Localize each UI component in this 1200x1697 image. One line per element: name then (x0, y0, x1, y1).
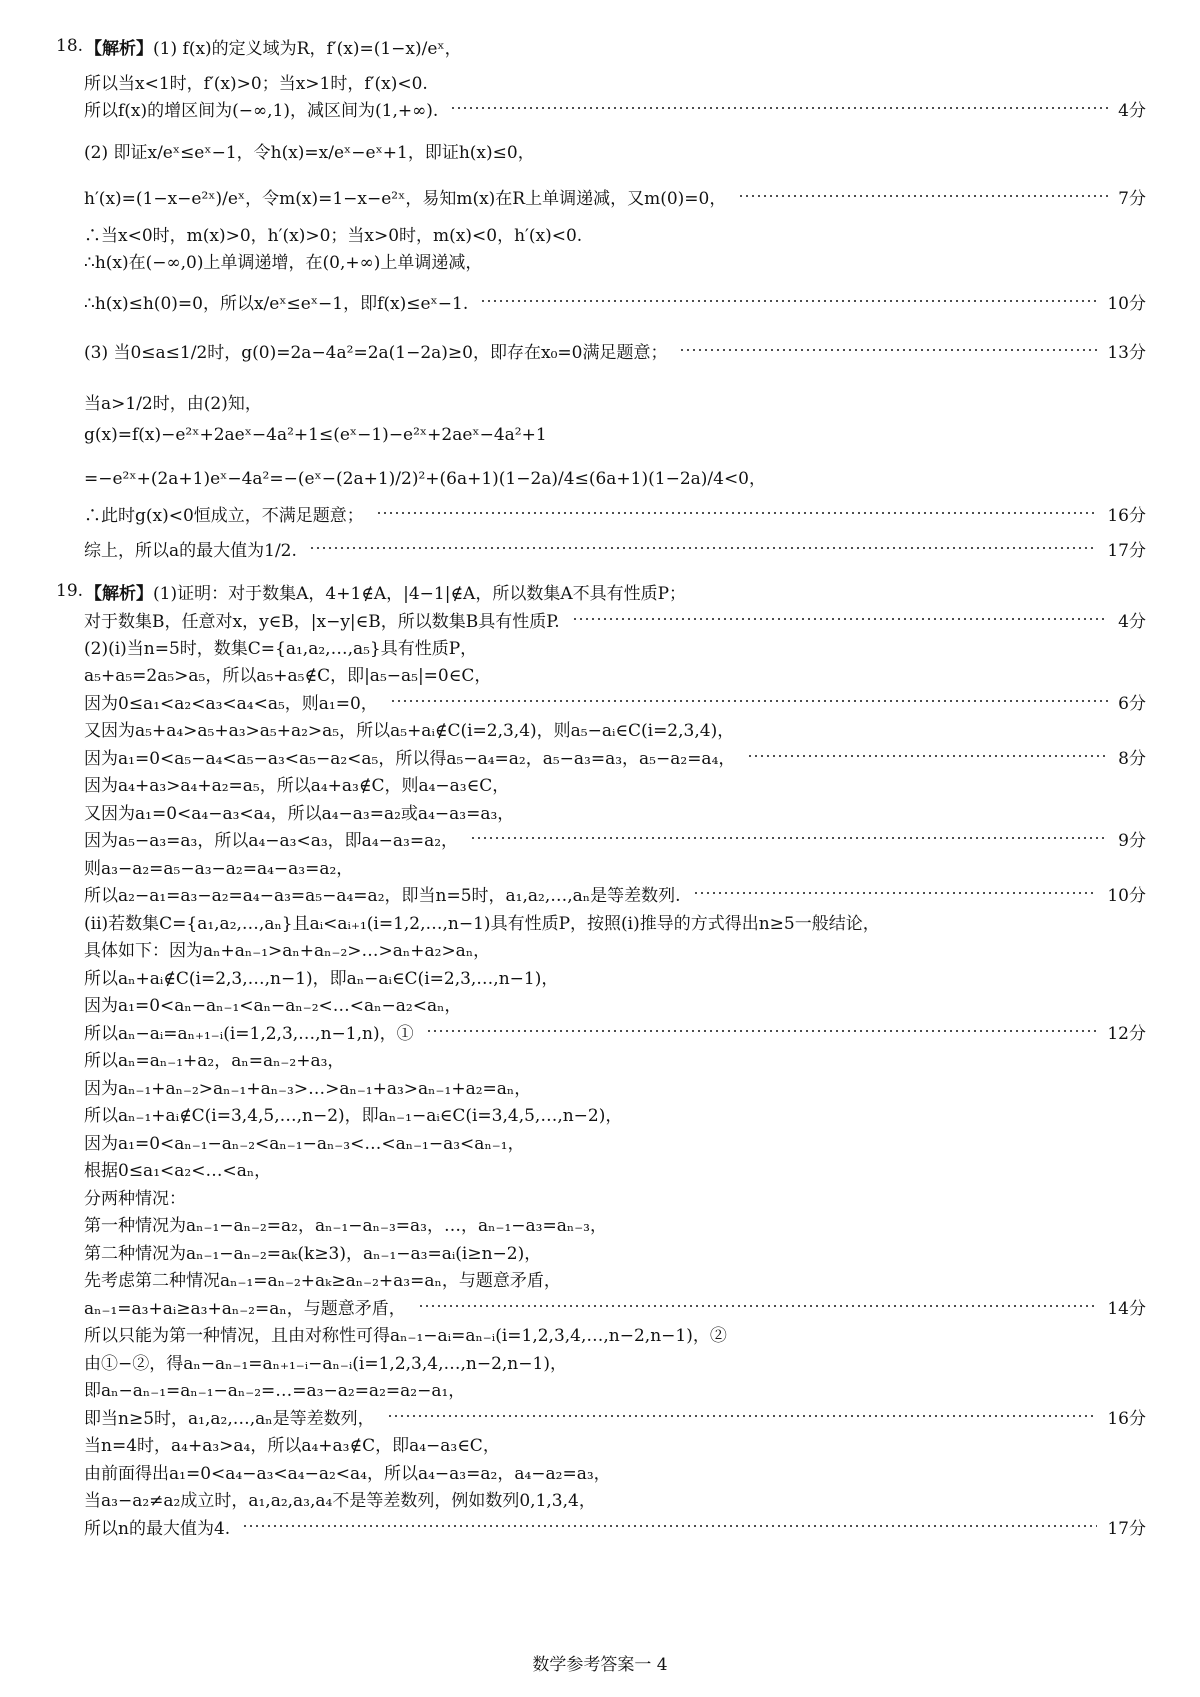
p19-line-19: 因为aₙ₋₁+aₙ₋₂>aₙ₋₁+aₙ₋₃>…>aₙ₋₁+a₃>aₙ₋₁+a₂=aₙ， (84, 1078, 532, 1099)
p19-line-8: 因为a₄+a₃>a₄+a₂=a₅，所以a₄+a₃∉C，则a₄−a₃∈C， (84, 775, 510, 796)
p18-line-5: h′(x)=(1−x−e²ˣ)/eˣ，令m(x)=1−x−e²ˣ，易知m(x)在R上单调递减，又m(0)=0， 7分 (84, 168, 1146, 224)
p19-line-17: 所以aₙ−aᵢ=aₙ₊₁₋ᵢ(i=1,2,3,…,n−1,n)，① 12分 (84, 1016, 1146, 1046)
p19-line-13: (ii)若数集C={a₁,a₂,…,aₙ}且aᵢ<aᵢ₊₁(i=1,2,…,n−1)具有性质P，按照(i)推导的方式得出n≥5一般结论， (84, 913, 880, 934)
p19-line-22: 根据0≤a₁<a₂<…<aₙ， (84, 1160, 272, 1181)
dot-leader (309, 547, 1097, 549)
p19-line-1: 19. 【解析】 (1)证明：对于数集A，4+1∉A，|4−1|∉A，所以数集A不具有性质P； (56, 576, 1146, 606)
p18-line-14: 综上，所以a的最大值为1/2. 17分 (84, 520, 1146, 576)
p19-line-9: 又因为a₁=0<a₄−a₃<a₄，所以a₄−a₃=a₂或a₄−a₃=a₃， (84, 803, 515, 824)
p19-line-21: 因为a₁=0<aₙ₋₁−aₙ₋₂<aₙ₋₁−aₙ₋₃<…<aₙ₋₁−a₃<aₙ₋₁， (84, 1133, 525, 1154)
p18-line-13: ∴此时g(x)<0恒成立，不满足题意； 16分 (84, 498, 1146, 528)
score-label: 8分 (1118, 748, 1146, 769)
score-label: 14分 (1107, 1298, 1146, 1319)
p18-line-10: 当a>1/2时，由(2)知， (84, 393, 262, 414)
score-label: 13分 (1107, 342, 1146, 363)
p19-line-33: 由前面得出a₁=0<a₄−a₃<a₄−a₂<a₄，所以a₄−a₃=a₂，a₄−a₂=a₃， (84, 1463, 611, 1484)
dot-leader (470, 837, 1108, 839)
p19-tag: 【解析】 (85, 583, 154, 604)
dot-leader (418, 1305, 1098, 1307)
page-footer: 数学参考答案一 4 (532, 1655, 668, 1675)
p19-line-11: 则a₃−a₂=a₅−a₃−a₂=a₄−a₃=a₂， (84, 858, 354, 879)
p18-line-6: ∴当x<0时，m(x)>0，h′(x)>0；当x>0时，m(x)<0，h′(x)<0. (84, 225, 583, 246)
p19-line-34: 当a₃−a₂≠a₂成立时，a₁,a₂,a₃,a₄不是等差数列，例如数列0,1,3,4， (84, 1490, 596, 1511)
p19-line-30: 即aₙ−aₙ₋₁=aₙ₋₁−aₙ₋₂=…=a₃−a₂=a₂=a₂−a₁， (84, 1380, 466, 1401)
p19-line-6: 又因为a₅+a₄>a₅+a₃>a₅+a₂>a₅，所以a₅+aᵢ∉C(i=2,3,4)，则a₅−aᵢ∈C(i=2,3,4)， (84, 720, 735, 741)
p18-number: 18. (56, 36, 84, 56)
dot-leader (738, 195, 1108, 197)
p19-line-20: 所以aₙ₋₁+aᵢ∉C(i=3,4,5,…,n−2)，即aₙ₋₁−aᵢ∈C(i=3,4,5,…,n−2)， (84, 1105, 623, 1126)
dot-leader (376, 512, 1098, 514)
p19-line-26: 先考虑第二种情况aₙ₋₁=aₙ₋₂+aₖ≥aₙ₋₂+a₃=aₙ，与题意矛盾， (84, 1270, 561, 1291)
p19-line-24: 第一种情况为aₙ₋₁−aₙ₋₂=a₂，aₙ₋₁−aₙ₋₃=a₃，…，aₙ₋₁−a₃=aₙ₋₃， (84, 1215, 607, 1236)
p19-line-4: a₅+a₅=2a₅>a₅，所以a₅+a₅∉C，即|a₅−a₅|=0∈C， (84, 665, 492, 686)
p19-line-5: 因为0≤a₁<a₂<a₃<a₄<a₅，则a₁=0， 6分 (84, 686, 1146, 716)
p19-line-31: 即当n≥5时，a₁,a₂,…,aₙ是等差数列， 16分 (84, 1401, 1146, 1431)
score-label: 12分 (1107, 1023, 1146, 1044)
score-label: 10分 (1107, 293, 1146, 314)
p19-line-25: 第二种情况为aₙ₋₁−aₙ₋₂=aₖ(k≥3)，aₙ₋₁−a₃=aᵢ(i≥n−2)， (84, 1243, 542, 1264)
p18-line-2: 所以当x<1时，f′(x)>0；当x>1时，f′(x)<0. (84, 73, 428, 94)
p19-line-14: 具体如下：因为aₙ+aₙ₋₁>aₙ+aₙ₋₂>…>aₙ+a₂>aₙ， (84, 940, 491, 961)
p19-line-16: 因为a₁=0<aₙ−aₙ₋₁<aₙ−aₙ₋₂<…<aₙ−a₂<aₙ， (84, 995, 462, 1016)
score-label: 17分 (1107, 540, 1146, 561)
p18-text-1: (1) f(x)的定义域为R，f′(x)=(1−x)/eˣ， (153, 38, 462, 59)
dot-leader (679, 349, 1097, 351)
dot-leader (480, 300, 1097, 302)
p19-line-10: 因为a₅−a₃=a₃，所以a₄−a₃<a₃，即a₄−a₃=a₂， 9分 (84, 823, 1146, 853)
p19-line-3: (2)(i)当n=5时，数集C={a₁,a₂,…,a₅}具有性质P， (84, 638, 478, 659)
p19-line-27: aₙ₋₁=a₃+aᵢ≥a₃+aₙ₋₂=aₙ，与题意矛盾， 14分 (84, 1291, 1146, 1321)
p18-line-7: ∴h(x)在(−∞,0)上单调递增，在(0,+∞)上单调递减， (84, 252, 483, 273)
score-label: 9分 (1118, 830, 1146, 851)
dot-leader (572, 618, 1109, 620)
score-label: 4分 (1118, 611, 1146, 632)
dot-leader (390, 700, 1108, 702)
p19-line-29: 由①−②，得aₙ−aₙ₋₁=aₙ₊₁₋ᵢ−aₙ₋ᵢ(i=1,2,3,4,…,n−2,n−1)， (84, 1353, 567, 1374)
dot-leader (747, 755, 1108, 757)
p19-line-32: 当n=4时，a₄+a₃>a₄，所以a₄+a₃∉C，即a₄−a₃∈C， (84, 1435, 500, 1456)
dot-leader (693, 892, 1098, 894)
p18-line-3: 所以f(x)的增区间为(−∞,1)，减区间为(1,+∞). 4分 (84, 93, 1146, 123)
score-label: 10分 (1107, 885, 1146, 906)
p19-line-7: 因为a₁=0<a₅−a₄<a₅−a₃<a₅−a₂<a₅，所以得a₅−a₄=a₂，a₅−a₃=a₃，a₅−a₂=a₄， 8分 (84, 741, 1146, 771)
score-label: 4分 (1118, 100, 1146, 121)
p19-line-35: 所以n的最大值为4. 17分 (84, 1511, 1146, 1541)
score-label: 6分 (1118, 693, 1146, 714)
p18-line-8: ∴h(x)≤h(0)=0，所以x/eˣ≤eˣ−1，即f(x)≤eˣ−1. 10分 (84, 273, 1146, 329)
score-label: 16分 (1107, 1408, 1146, 1429)
p19-line-15: 所以aₙ+aᵢ∉C(i=2,3,…,n−1)，即aₙ−aᵢ∈C(i=2,3,…,n−1)， (84, 968, 559, 989)
dot-leader (387, 1415, 1098, 1417)
p19-line-28: 所以只能为第一种情况，且由对称性可得aₙ₋₁−aᵢ=aₙ₋ᵢ(i=1,2,3,4,…,n−2,n−1)，② (84, 1325, 727, 1346)
p19-line-18: 所以aₙ=aₙ₋₁+a₂，aₙ=aₙ₋₂+a₃， (84, 1050, 345, 1071)
p19-number: 19. (56, 581, 84, 601)
p18-line-11: g(x)=f(x)−e²ˣ+2aeˣ−4a²+1≤(eˣ−1)−e²ˣ+2aeˣ−4a²+1 (84, 425, 547, 445)
p19-line-2: 对于数集B，任意对x，y∈B，|x−y|∈B，所以数集B具有性质P. 4分 (84, 604, 1146, 634)
score-label: 16分 (1107, 505, 1146, 526)
score-label: 7分 (1118, 188, 1146, 209)
dot-leader (426, 1030, 1098, 1032)
dot-leader (242, 1525, 1097, 1527)
dot-leader (450, 107, 1108, 109)
p19-line-23: 分两种情况： (84, 1188, 186, 1209)
p18-line-9: (3) 当0≤a≤1/2时，g(0)=2a−4a²=2a(1−2a)≥0，即存在x₀=0满足题意； 13分 (84, 322, 1146, 378)
p19-line-12: 所以a₂−a₁=a₃−a₂=a₄−a₃=a₅−a₄=a₂，即当n=5时，a₁,a₂,…,aₙ是等差数列. 10分 (84, 878, 1146, 908)
score-label: 17分 (1107, 1518, 1146, 1539)
p18-tag: 【解析】 (85, 38, 154, 59)
p18-line-12: =−e²ˣ+(2a+1)eˣ−4a²=−(eˣ−(2a+1)/2)²+(6a+1)(1−2a)/4≤(6a+1)(1−2a)/4<0， (84, 468, 767, 489)
p18-line-4: (2) 即证x/eˣ≤eˣ−1，令h(x)=x/eˣ−eˣ+1，即证h(x)≤0， (84, 142, 535, 163)
